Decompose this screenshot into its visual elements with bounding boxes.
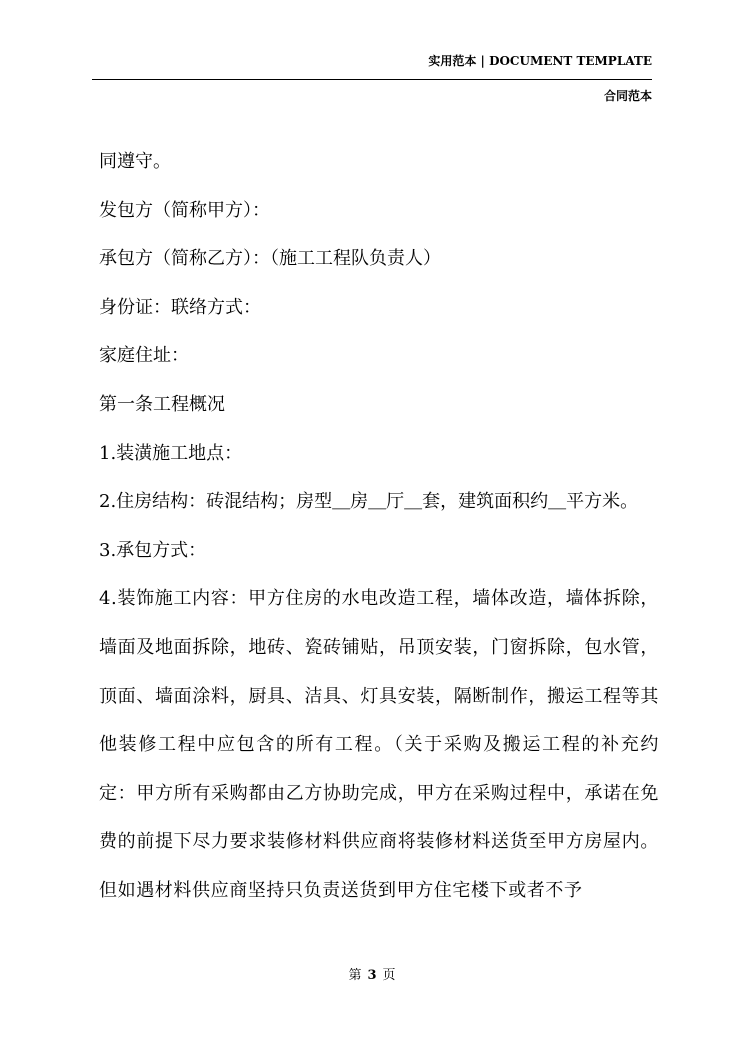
paragraph-home-address: 家庭住址： — [99, 345, 189, 367]
page-footer — [0, 964, 744, 983]
paragraph-party-a: 发包方（简称甲方）： — [99, 199, 270, 221]
paragraph-item-2: 2.住房结构：砖混结构；房型＿房＿厅＿套，建筑面积约＿平方米。 — [99, 491, 639, 513]
footer-suffix: 页 — [382, 968, 396, 983]
header-title: 实用范本 | DOCUMENT TEMPLATE — [428, 54, 652, 68]
section-heading-article-1: 第一条工程概况 — [99, 393, 225, 415]
paragraph-item-3: 3.承包方式： — [99, 539, 207, 561]
paragraph-item-1: 1.装潢施工地点： — [99, 442, 243, 464]
document-body — [99, 138, 659, 916]
paragraph-party-b: 承包方（简称乙方）：（施工工程队负责人） — [99, 248, 441, 270]
paragraph-id-contact: 身份证：联络方式： — [99, 296, 261, 318]
header-divider — [92, 79, 652, 80]
page-number: 3 — [367, 968, 377, 983]
header-subtitle: 合同范本 — [603, 89, 652, 103]
footer-prefix: 第 — [348, 968, 362, 983]
paragraph-item-4: 4.装饰施工内容：甲方住房的水电改造工程，墙体改造，墙体拆除，墙面及地面拆除，地砖、瓷砖铺贴，吊顶安装，门窗拆除，包水管，顶面、墙面涂料，厨具、洁具、灯具安装，隔断制作，搬运工程等其他装修工程中应包含的所有工程。（关于采购及搬运工程的补充约定：甲方所有采购都由乙方协助完成，甲方在采购过程中，承诺在免费的前提下尽力要求装修材料供应商将装修材料送货至甲方房屋内。但如遇材料供应商坚持只负责送货到甲方住宅楼下或者不予 — [99, 588, 659, 901]
paragraph-closing: 同遵守。 — [99, 151, 171, 172]
